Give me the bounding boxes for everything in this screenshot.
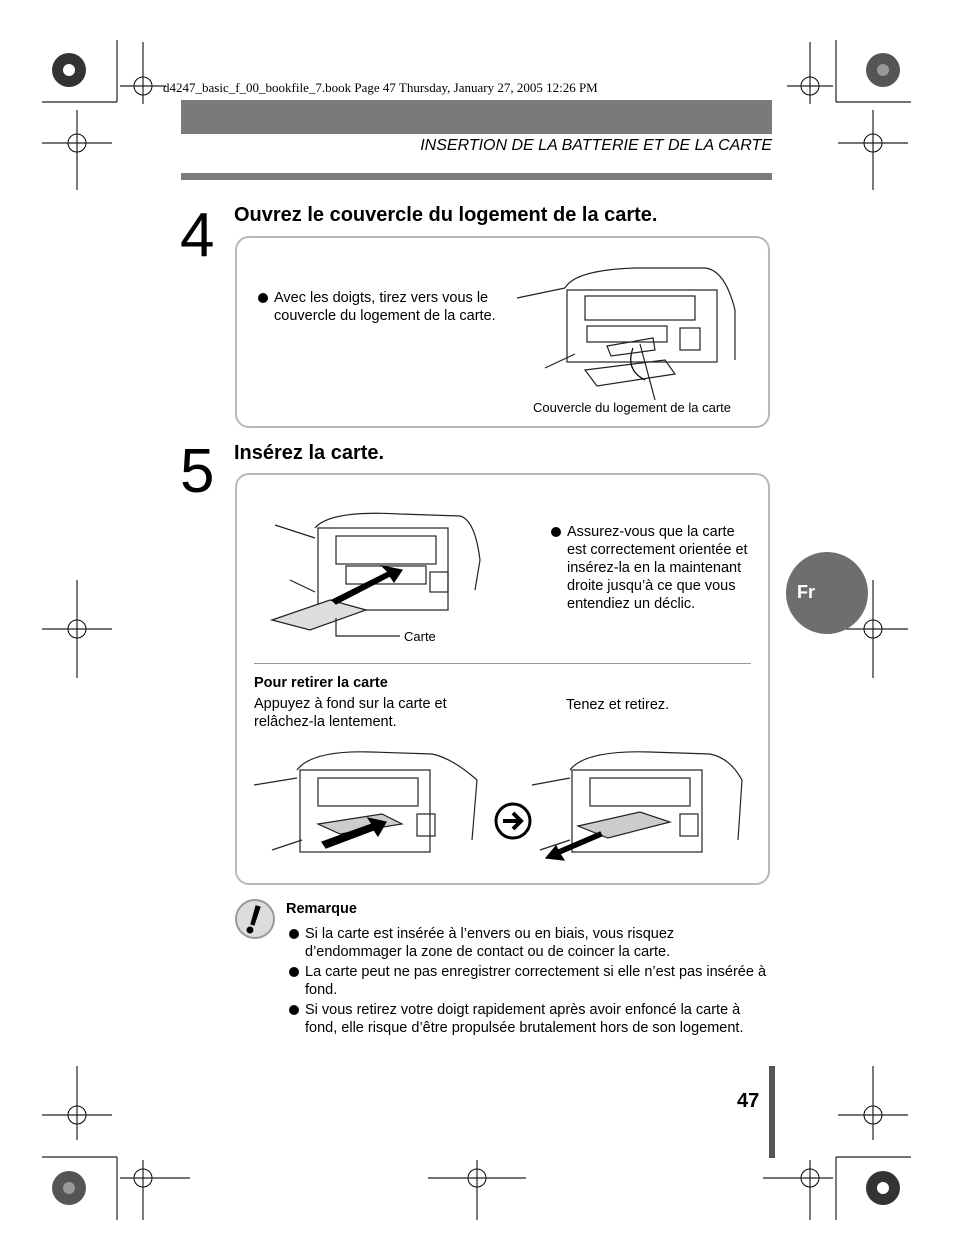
book-info-line: d4247_basic_f_00_bookfile_7.book Page 47 Thursday, January 27, 2005 12:26 PM — [163, 80, 598, 95]
hold-text: Tenez et retirez. — [566, 697, 670, 713]
step-4-caption: Couvercle du logement de la carte — [533, 400, 732, 415]
section-header: INSERTION DE LA BATTERIE ET DE LA CARTE — [420, 137, 772, 154]
page-number-bar — [769, 1066, 775, 1158]
bullet-dot — [551, 527, 561, 537]
step-4-bullet: Avec les doigts, tirez vers vous le couvercle du logement de la carte. — [258, 289, 498, 325]
header-rule — [181, 173, 772, 180]
camera-press-card-illustration — [252, 740, 482, 865]
step-5-number: 5 — [180, 437, 215, 506]
note-item: Si vous retirez votre doigt rapidement après avoir enfoncé la carte à fond, elle risque d’être propulsée brutalement hors de son logement. — [289, 1001, 774, 1037]
camera-insert-card-illustration — [270, 500, 510, 640]
bullet-dot — [289, 1005, 299, 1015]
bullet-dot — [289, 967, 299, 977]
remove-text: Appuyez à fond sur la carte et relâchez-la lentement. — [254, 696, 447, 730]
arrow-right-icon — [493, 801, 533, 841]
remove-title: Pour retirer la carte — [254, 675, 388, 691]
bullet-dot — [289, 929, 299, 939]
step-4-title: Ouvrez le couvercle du logement de la carte. — [234, 204, 658, 226]
language-tab-label: Fr — [797, 582, 815, 602]
warning-icon — [234, 898, 276, 940]
note-item: Si la carte est insérée à l’envers ou en biais, vous risquez d’endommager la zone de contact ou de coincer la carte. — [289, 925, 774, 961]
step-5-title: Insérez la carte. — [234, 442, 385, 464]
bullet-dot — [258, 293, 268, 303]
step-5-bullet: Assurez-vous que la carte est correctement orientée et insérez-la en la maintenant droite jusqu’à ce que vous entendiez un déclic. — [551, 523, 751, 613]
note-title: Remarque — [286, 901, 357, 917]
note-item: La carte peut ne pas enregistrer correctement si elle n’est pas insérée à fond. — [289, 963, 774, 999]
remove-divider — [254, 663, 751, 664]
camera-open-cover-illustration — [515, 250, 765, 400]
card-label: Carte — [404, 629, 436, 644]
header-bar — [181, 100, 772, 134]
step-4-number: 4 — [180, 201, 215, 270]
camera-remove-card-illustration — [530, 740, 750, 865]
page-number: 47 — [737, 1090, 760, 1112]
